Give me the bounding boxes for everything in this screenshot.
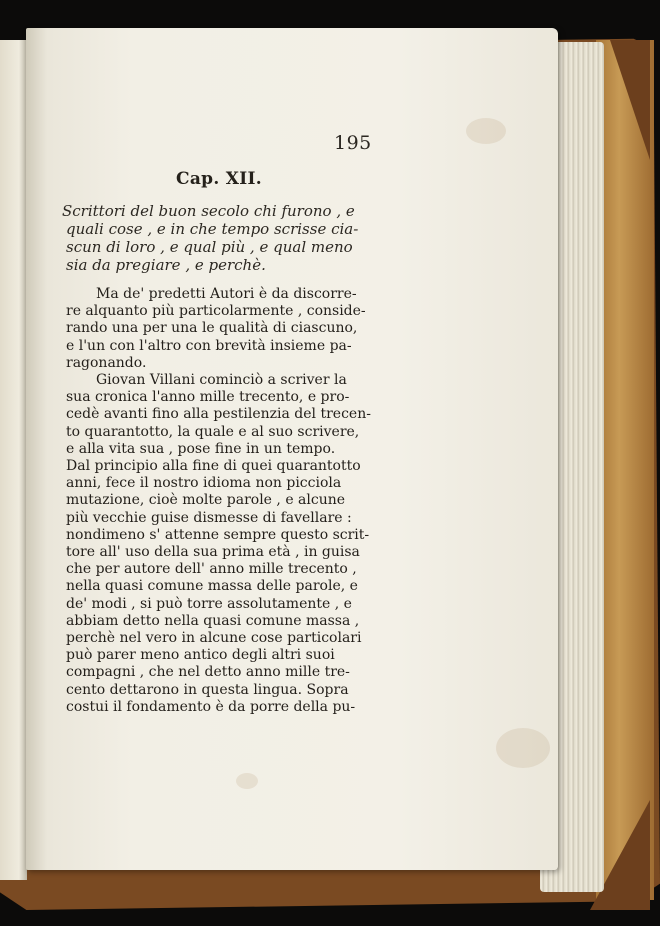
text-line: rando una per una le qualità di ciascuno, bbox=[66, 320, 358, 337]
text-line: compagni , che nel detto anno mille tre- bbox=[66, 664, 350, 681]
text-line: anni, fece il nostro idioma non picciola bbox=[66, 475, 342, 492]
text-line: che per autore dell' anno mille trecento , bbox=[66, 561, 357, 578]
facing-page-edge bbox=[0, 40, 27, 880]
text-line: to quarantotto, la quale e al suo scrivere, bbox=[66, 423, 360, 440]
text-line: de' modi , si può torre assolutamente , e bbox=[66, 595, 352, 612]
text-line: e alla vita sua , pose fine in un tempo. bbox=[66, 440, 336, 457]
summary-line: sia da pregiare , e perchè. bbox=[66, 256, 266, 274]
text-line: costui il fondamento è da porre della pu- bbox=[66, 698, 356, 715]
summary-line: Scrittori del buon secolo chi furono , e bbox=[62, 202, 355, 220]
text-line: nondimeno s' attenne sempre questo scrit- bbox=[66, 526, 370, 543]
text-line: tore all' uso della sua prima età , in guisa bbox=[66, 544, 360, 561]
text-line: re alquanto più particolarmente , conside- bbox=[66, 303, 366, 320]
summary-line: scun di loro , e qual più , e qual meno bbox=[66, 238, 353, 256]
chapter-summary bbox=[62, 202, 384, 274]
text-line: cento dettarono in questa lingua. Sopra bbox=[66, 681, 349, 698]
text-line: perchè nel vero in alcune cose particolari bbox=[66, 630, 362, 647]
text-line: cedè avanti fino alla pestilenzia del trecen- bbox=[66, 406, 371, 423]
text-line: può parer meno antico degli altri suoi bbox=[66, 647, 335, 664]
text-line: abbiam detto nella quasi comune massa , bbox=[66, 612, 360, 629]
paper-stain bbox=[496, 728, 550, 768]
text-line: nella quasi comune massa delle parole, e bbox=[66, 578, 358, 595]
chapter-heading: Cap. XII. bbox=[176, 169, 262, 189]
paper-stain bbox=[236, 773, 258, 789]
text-line: Dal principio alla fine di quei quarantotto bbox=[66, 458, 361, 475]
book-spine-leather bbox=[596, 40, 654, 900]
text-line: Ma de' predetti Autori è da discorre- bbox=[96, 286, 357, 302]
text-line: e l'un con l'altro con brevità insieme pa- bbox=[66, 337, 352, 354]
text-line: sua cronica l'anno mille trecento, e pro- bbox=[66, 389, 350, 406]
page-number: 195 bbox=[334, 132, 372, 154]
text-line: Giovan Villani cominciò a scriver la bbox=[96, 372, 347, 389]
paper-stain bbox=[466, 118, 506, 144]
text-line: più vecchie guise dismesse di favellare : bbox=[66, 509, 352, 526]
summary-line: quali cose , e in che tempo scrisse cia- bbox=[66, 220, 359, 238]
text-line: ragonando. bbox=[66, 354, 147, 371]
body-text bbox=[66, 286, 388, 716]
text-line: mutazione, cioè molte parole , e alcune bbox=[66, 492, 346, 509]
